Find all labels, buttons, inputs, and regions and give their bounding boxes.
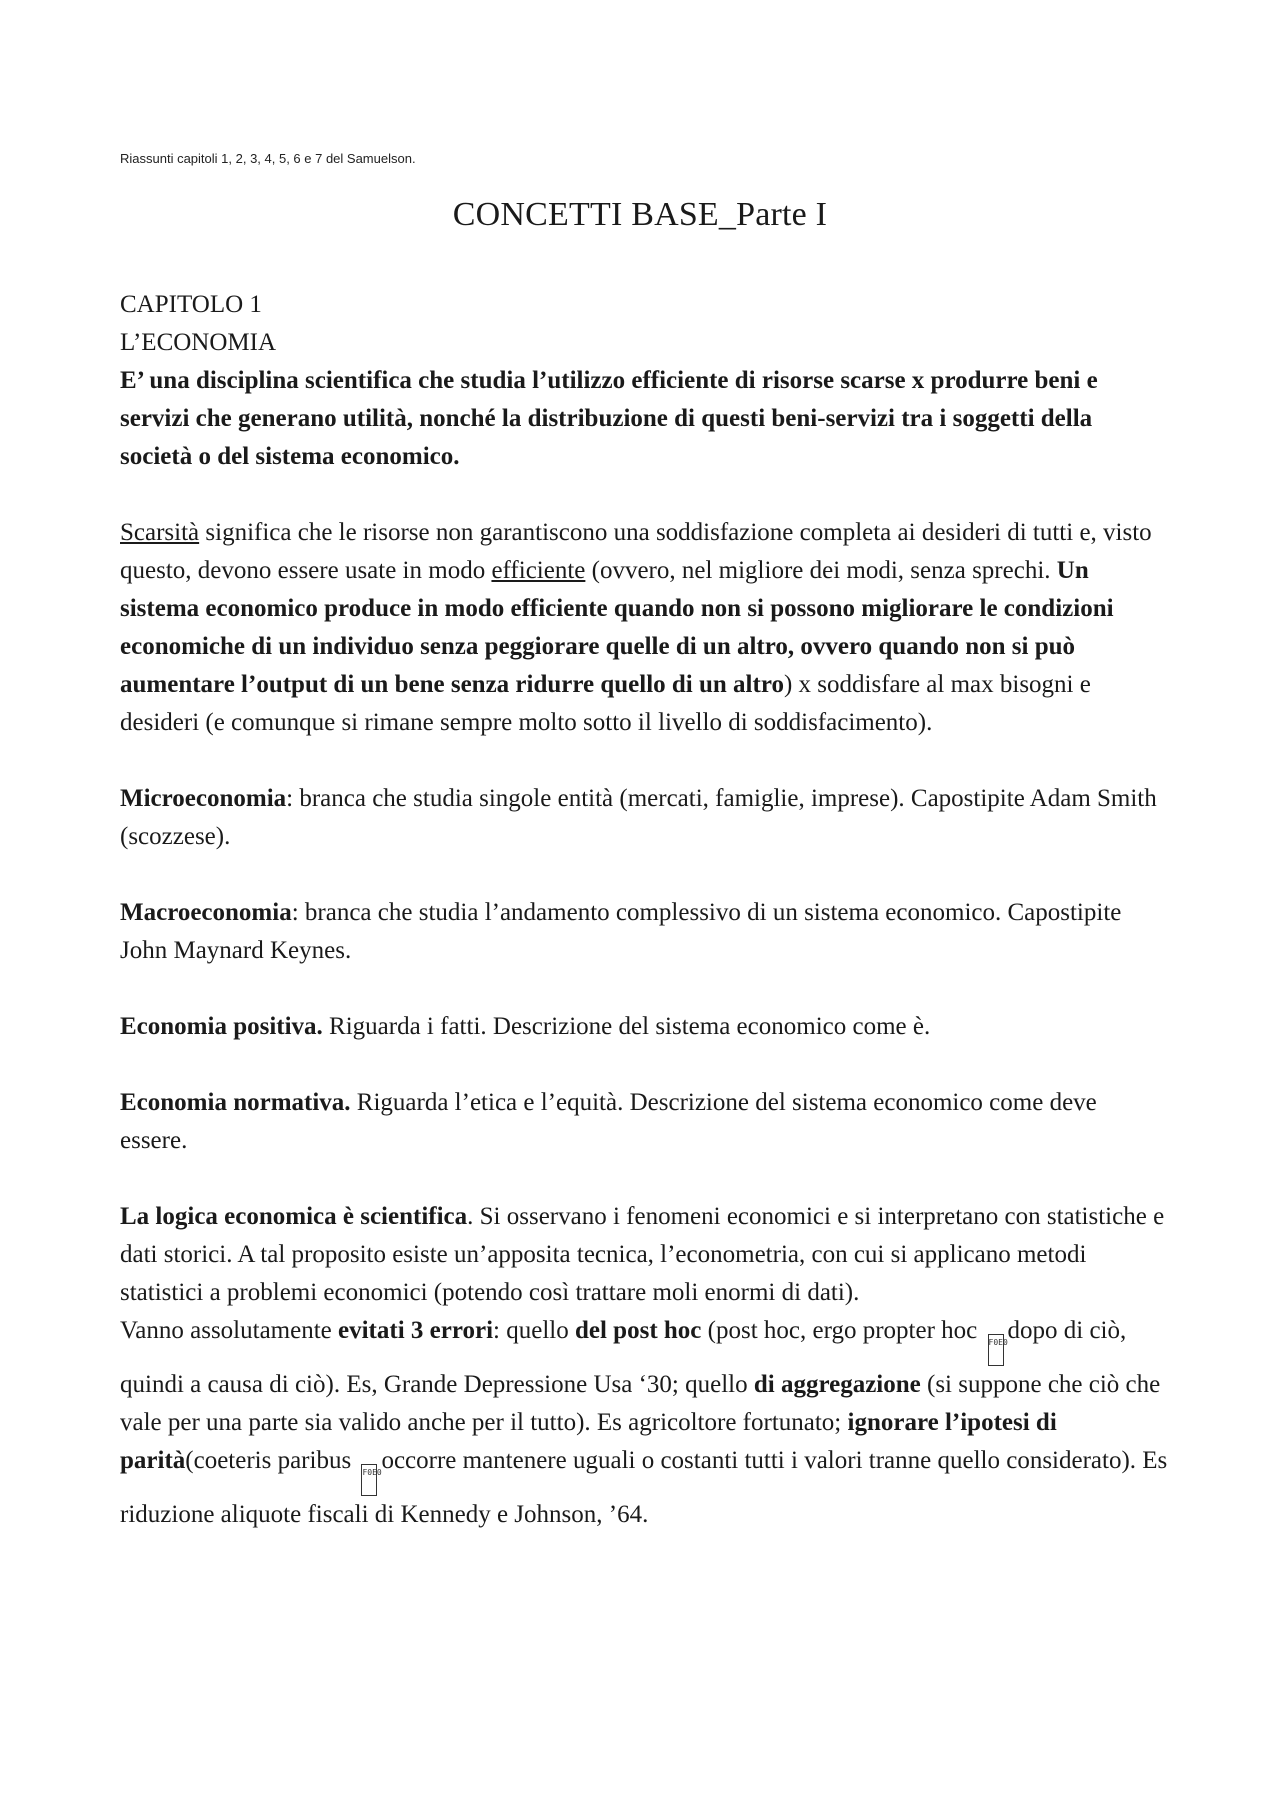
chapter-subject: L’ECONOMIA (120, 329, 277, 356)
positive-text: Riguarda i fatti. Descrizione del sistema economico come è. (322, 1013, 931, 1040)
errors-text-1: Vanno assolutamente (120, 1317, 339, 1344)
logic-text: . Si osservano i fenomeni economici e si interpretano con statistiche e dati storici. A tal proposito esiste un’apposita tecnica, l’econometria, con cui si applicano metodi statistici a problemi economici (potendo così trattare moli enormi di dati). (120, 1203, 1165, 1306)
errors-text-6: (coeteris paribus (185, 1447, 358, 1474)
normative-text: Riguarda l’etica e l’equità. Descrizione del sistema economico come deve essere. (120, 1089, 1097, 1154)
scarcity-term: Scarsità (120, 519, 200, 546)
macro-text: : branca che studia l’andamento complessivo di un sistema economico. Capostipite John Maynard Keynes. (120, 899, 1122, 964)
normative-term: Economia normativa. (120, 1089, 351, 1116)
logic-paragraph (120, 1198, 1170, 1312)
header-note: Riassunti capitoli 1, 2, 3, 4, 5, 6 e 7 del Samuelson. (120, 151, 416, 166)
definition-text: E’ una disciplina scientifica che studia l’utilizzo efficiente di risorse scarse x produrre beni e servizi che generano utilità, nonché la distribuzione di questi beni-servizi tra i soggetti della società o del sistema economico. (120, 367, 1098, 470)
errors-text-3: (post hoc, ergo propter hoc (701, 1317, 984, 1344)
errors-text-4: dopo di ciò, quindi a causa di ciò). Es, Grande Depressione Usa ‘30; quello (120, 1317, 1127, 1398)
positive-paragraph (120, 1008, 1170, 1046)
scarcity-text-2: (ovvero, nel migliore dei modi, senza sprechi. (585, 557, 1057, 584)
micro-paragraph (120, 780, 1170, 856)
errors-paragraph (120, 1312, 1170, 1534)
micro-term: Microeconomia (120, 785, 287, 812)
chapter-label: CAPITOLO 1 (120, 291, 262, 318)
errors-text-5: (si suppone che ciò che vale per una parte sia valido anche per il tutto). Es agricoltore fortunato; (120, 1371, 1161, 1436)
efficient-term: efficiente (491, 557, 586, 584)
macro-term: Macroeconomia (120, 899, 292, 926)
errors-bold-1: evitati 3 errori (338, 1317, 494, 1344)
errors-bold-3: di aggregazione (753, 1371, 921, 1398)
missing-glyph-icon: F0E0 (361, 1464, 377, 1496)
missing-glyph-icon: F0E0 (988, 1334, 1004, 1366)
scarcity-paragraph (120, 514, 1170, 742)
errors-text-2: : quello (493, 1317, 575, 1344)
positive-term: Economia positiva. (120, 1013, 323, 1040)
definition-paragraph (120, 362, 1170, 476)
errors-bold-4: ignorare l’ipotesi di parità (120, 1409, 1057, 1474)
scarcity-text-1: significa che le risorse non garantiscono una soddisfazione completa ai desideri di tutti e, visto questo, devono essere usate in modo (120, 519, 1152, 584)
macro-paragraph (120, 894, 1170, 970)
scarcity-text-3: ) x soddisfare al max bisogni e desideri (e comunque si rimane sempre molto sotto il livello di soddisfacimento). (120, 671, 1091, 736)
document-title: CONCETTI BASE_Parte I (452, 196, 828, 233)
errors-bold-2: del post hoc (574, 1317, 702, 1344)
micro-text: : branca che studia singole entità (mercati, famiglie, imprese). Capostipite Adam Smith (scozzese). (120, 785, 1157, 850)
errors-text-7: occorre mantenere uguali o costanti tutti i valori tranne quello considerato). Es riduzione aliquote fiscali di Kennedy e Johnson, ’64. (120, 1447, 1168, 1528)
logic-term: La logica economica è scientifica (120, 1203, 468, 1230)
document-body (120, 286, 1170, 1534)
scarcity-bold-text: Un sistema economico produce in modo efficiente quando non si possono migliorare le condizioni economiche di un individuo senza peggiorare quelle di un altro, ovvero quando non si può aumentare l’output di un bene senza ridurre quello di un altro (120, 557, 1114, 698)
normative-paragraph (120, 1084, 1170, 1160)
